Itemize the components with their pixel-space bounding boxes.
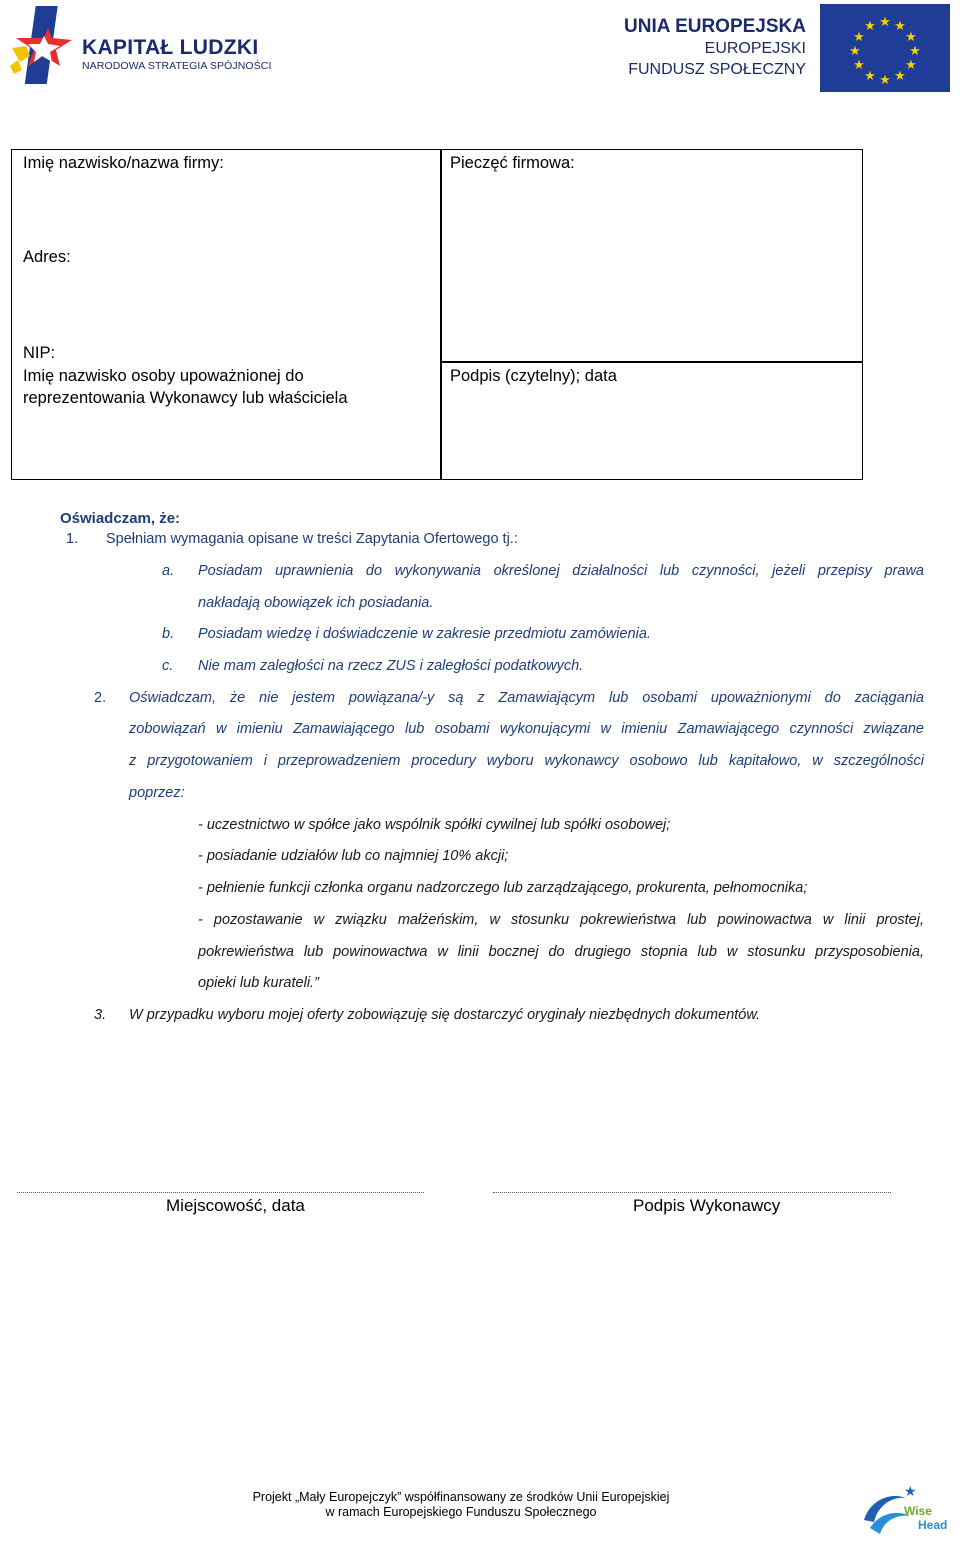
table-divider-horizontal [440,361,863,363]
kapital-ludzki-title: KAPITAŁ LUDZKI [82,36,259,59]
eu-flag-icon [820,4,950,92]
representative-label-line2: reprezentowania Wykonawcy lub właściciela [23,389,348,407]
svg-text:★: ★ [849,44,861,59]
item-1a-letter: a. [162,563,175,579]
wise-head-logo [860,1482,956,1542]
item-1-text: Spełniam wymagania opisane w treści Zapytania Ofertowego tj.: [106,531,518,547]
item-2-line2: zobowiązań w imieniu Zamawiającego lub osobami wykonującymi w imieniu Zamawiającego czynności związane [129,721,924,737]
item-1a-line2: nakładają obowiązek ich posiadania. [198,595,434,611]
item-3-text: W przypadku wyboru mojej oferty zobowiązuję się dostarczyć oryginały niezbędnych dokumentów. [129,1007,761,1023]
bullet-4-line1: - pozostawanie w związku małżeńskim, w stosunku pokrewieństwa lub powinowactwa w linii prostej, [198,912,924,928]
eu-logo [620,4,954,92]
declaration-heading: Oświadczam, że: [60,510,181,527]
svg-text:★: ★ [905,30,917,45]
table-divider-vertical [440,149,442,480]
bullet-3: - pełnienie funkcji członka organu nadzorczego lub zarządzającego, prokurenta, pełnomocnika; [198,880,808,896]
item-2-line4: poprzez: [129,785,185,801]
svg-text:★: ★ [894,19,906,34]
wise-head-text-1: Wise [904,1504,932,1518]
item-1b-letter: b. [162,626,175,642]
contractor-signature-line [493,1192,891,1193]
svg-text:★: ★ [909,44,921,59]
svg-text:★: ★ [864,19,876,34]
representative-label-line1: Imię nazwisko osoby upoważnionej do [23,367,304,385]
place-date-signature-line [17,1192,424,1193]
bullet-4-line2: pokrewieństwa lub powinowactwa w linii bocznej do drugiego stopnia lub w stosunku przysposobienia, [198,944,924,960]
item-1c-letter: c. [162,658,174,674]
footer-project-line1: Projekt „Mały Europejczyk” współfinansowany ze środków Unii Europejskiej [252,1490,670,1504]
contractor-form-table [11,149,863,480]
company-name-label: Imię nazwisko/nazwa firmy: [23,154,224,172]
star-logo-icon [6,4,76,90]
item-1b-text: Posiadam wiedzę i doświadczenie w zakresie przedmiotu zamówienia. [198,626,651,642]
company-stamp-label: Pieczęć firmowa: [450,154,575,172]
eu-subtitle-1: EUROPEJSKI [704,40,806,57]
nip-label: NIP: [23,344,56,362]
item-1c-text: Nie mam zaległości na rzecz ZUS i zaległości podatkowych. [198,658,584,674]
footer-project-line2: w ramach Europejskiego Funduszu Społecznego [325,1505,597,1519]
svg-text:★: ★ [853,58,865,73]
kapital-ludzki-subtitle: NARODOWA STRATEGIA SPÓJNOŚCI [82,60,272,72]
place-date-label: Miejscowość, data [166,1196,305,1215]
eu-title: UNIA EUROPEJSKA [624,16,806,37]
item-3-number: 3. [94,1007,107,1023]
item-1a-line1: Posiadam uprawnienia do wykonywania określonej działalności lub czynności, jeżeli przepisy prawa [198,563,924,579]
svg-text:★: ★ [905,58,917,73]
item-2-line1: Oświadczam, że nie jestem powiązana/-y są z Zamawiającym lub osobami upoważnionymi do zaciągania [129,690,924,706]
svg-text:★: ★ [879,15,891,30]
kapital-ludzki-logo [6,4,286,90]
svg-text:★: ★ [853,30,865,45]
svg-text:★: ★ [879,73,891,88]
item-2-number: 2. [94,690,107,706]
svg-text:★: ★ [904,1484,917,1500]
item-1-number: 1. [66,531,79,547]
wise-head-text-2: Head [918,1518,948,1532]
signature-date-label: Podpis (czytelny); data [450,367,617,385]
svg-text:★: ★ [894,69,906,84]
contractor-signature-label: Podpis Wykonawcy [633,1196,781,1215]
eu-subtitle-2: FUNDUSZ SPOŁECZNY [628,61,806,78]
svg-text:★: ★ [864,69,876,84]
bullet-2: - posiadanie udziałów lub co najmniej 10% akcji; [198,848,509,864]
bullet-1: - uczestnictwo w spółce jako wspólnik spółki cywilnej lub spółki osobowej; [198,817,671,833]
item-2-line3: z przygotowaniem i przeprowadzeniem procedury wyboru wykonawcy osobowo lub kapitałowo, w szczególności [129,753,924,769]
address-label: Adres: [23,248,71,266]
bullet-4-line3: opieki lub kurateli.” [198,975,319,991]
